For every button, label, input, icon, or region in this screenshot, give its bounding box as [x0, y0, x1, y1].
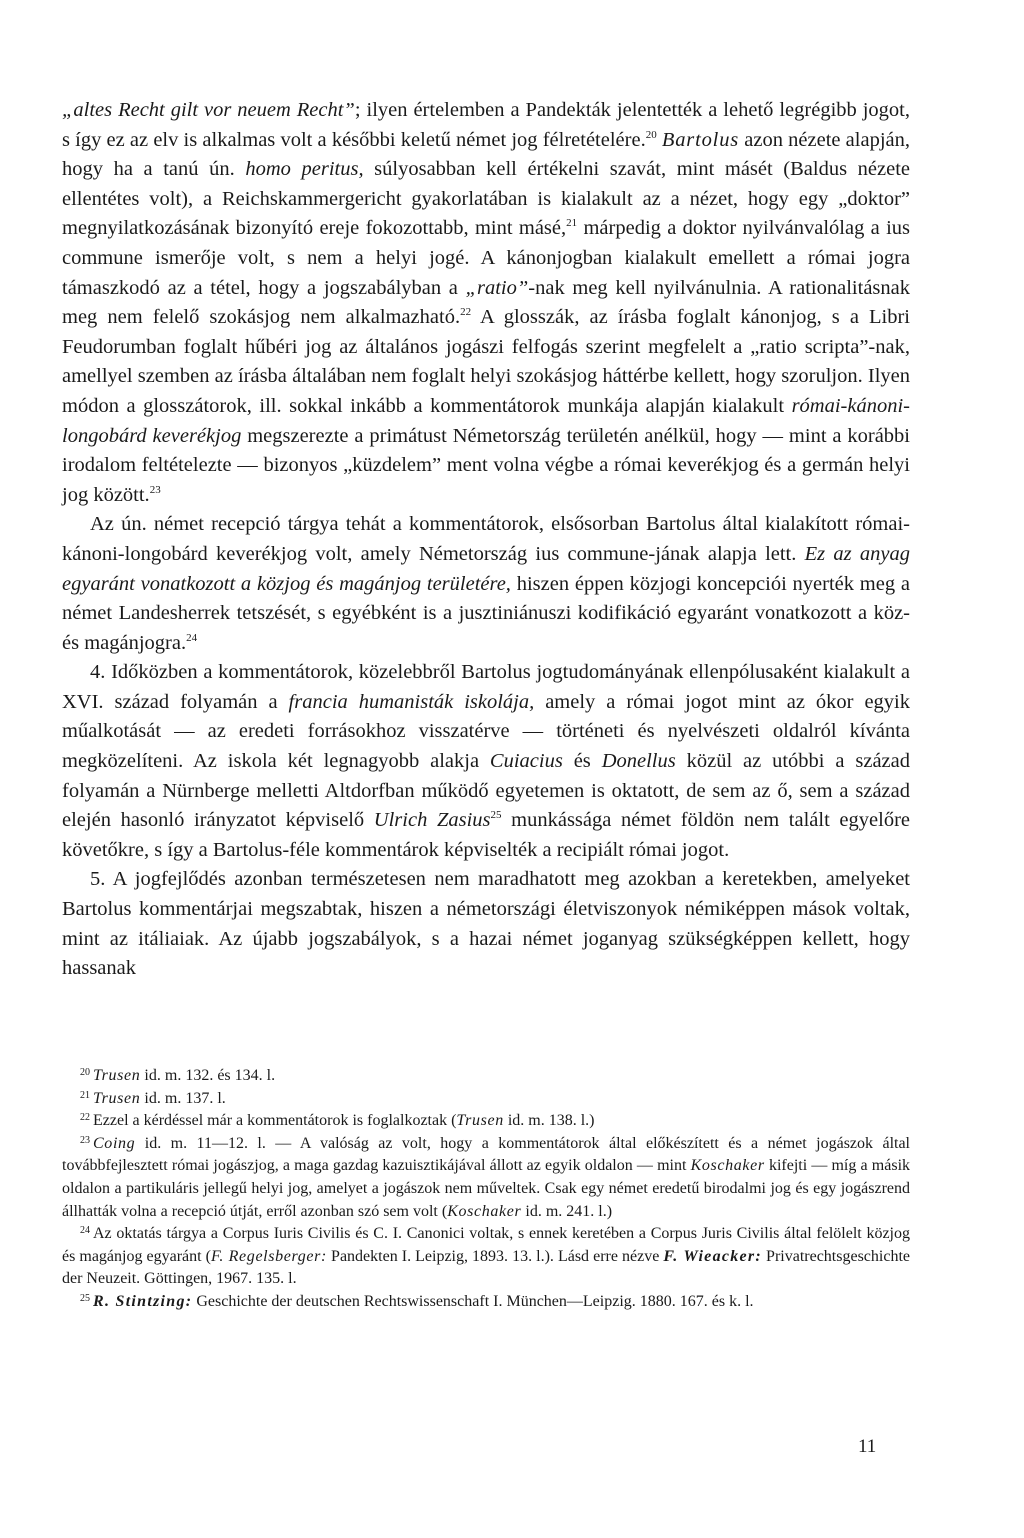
emphasized-text: homo peritus,: [245, 158, 364, 181]
text-run: Ezzel a kérdéssel már a kommentátorok is foglalkoztak (: [93, 1112, 457, 1130]
text-run: azon nézete alapján, hogy ha a tanú ún.: [62, 128, 910, 181]
footnote-number: 25: [80, 1292, 90, 1304]
emphasized-text: Koschaker: [690, 1157, 765, 1175]
page-number: 11: [858, 1436, 877, 1457]
emphasized-text: Donellus: [601, 750, 676, 773]
emphasized-text: Cuiacius: [489, 750, 563, 773]
text-run: id. m. 138. l.): [503, 1112, 595, 1130]
text-run: Geschichte der deutschen Rechtswissenschaft I. München—Leipzig. 1880. 167. és k. l.: [192, 1292, 754, 1310]
text-run: id. m. 241. l.): [521, 1202, 613, 1220]
emphasized-text: francia humanisták iskolája,: [288, 690, 535, 713]
footnote-reference: 21: [566, 217, 578, 230]
text-run: ; ilyen értelemben a Pandekták jelentették a lehető legrégibb jogot, s így ez az elv is alkalmas volt a későbbi keletű német jog félretételére.: [62, 99, 910, 151]
emphasized-text: Trusen: [456, 1112, 504, 1130]
footnote-reference: 23: [149, 483, 161, 496]
footnote-number: 20: [80, 1067, 90, 1078]
footnote: [62, 1088, 910, 1111]
footnote-reference: 22: [460, 306, 472, 319]
text-run: Pandekten I. Leipzig, 1893. 13. l.). Lásd erre nézve: [327, 1247, 664, 1265]
emphasized-text: Bartolus: [661, 128, 740, 151]
text-run: közül az utóbbi a század folyamán a Nürnberge melletti Altdorfban működő egyetemen is oktatott, de sem az ő, sem a század elején hasonló irányzatot képviselő: [62, 750, 910, 832]
footnote-number: 24: [80, 1225, 90, 1237]
text-run: A glosszák, az írásba foglalt kánonjog, s a Libri Feudorumban foglalt hűbéri jog az általános jogászi felfogás szerint megfelelt a „ratio scripta”-nak, amellyel szemben az írásba általában nem foglalt helyi szokásjog háttérbe kellett, hogy szoruljon. Ilyen módon a glosszátorok, ill. sokkal inkább a kommentátorok munkája alapján kialakult: [62, 306, 910, 417]
emphasized-text: római-kánoni-longobárd keverékjog: [62, 394, 910, 447]
footnote-reference: 20: [645, 128, 657, 141]
emphasized-text: „ratio”: [465, 276, 529, 299]
paragraph: [62, 96, 910, 510]
emphasized-text: Trusen: [93, 1089, 141, 1107]
text-run: amely a római jogot mint az ókor egyik műalkotását — az eredeti forrásokhoz visszatérve — történeti és nyelvészeti oldalról kívánta megközelíteni. Az iskola két legnagyobb alakja: [62, 690, 910, 773]
text-run: márpedig a doktor nyilvánvalólag a ius commune ismerője volt, s nem a helyi jogé. A kánonjogban kialakult emellett a római jogra támaszkodó az a tétel, hogy a jogszabályban a: [62, 217, 911, 299]
footnote: [62, 1065, 910, 1088]
footnote: [62, 1110, 910, 1133]
footnotes: [62, 1065, 910, 1314]
emphasized-text: „altes Recht gilt vor neuem Recht”: [62, 99, 355, 121]
body-text: [62, 96, 910, 984]
text-run: súlyosabban kell értékelni szavát, mint másét (Baldus nézete ellentétes volt), a Reichskammergericht gyakorlatában is kialakult az a nézet, hogy egy „doktor” megnyilatkozásának bizonyító ereje fokozottabb, mint másé,: [62, 158, 910, 240]
emphasized-text: Trusen: [93, 1067, 141, 1084]
footnote-number: 22: [80, 1112, 90, 1124]
text-run: és: [562, 750, 602, 773]
footnote: [62, 1291, 910, 1314]
paragraph: [62, 865, 910, 983]
text-run: munkássága német földön nem talált egyelőre követőkre, s így a Bartolus-féle kommentárok képviselték a recipiált római jogot.: [62, 809, 910, 861]
text-run: megszerezte a primátust Németország területén anélkül, hogy — mint a korábbi irodalom feltételezte — bizonyos „küzdelem” ment volna végbe a római keverékjog és a germán helyi jog között.: [62, 424, 911, 506]
footnote-number: 21: [80, 1089, 90, 1101]
text-run: kifejti — míg a másik oldalon a partikuláris jellegű helyi jog, amelyet a jogászok nem műveltek. Csak egy német eredetű birodalmi jog és egy jogászrend állhatták volna a recepció útját, erről azonban szó sem volt (: [62, 1157, 911, 1220]
emphasized-text: R. Stintzing:: [93, 1292, 193, 1310]
emphasized-text: F. Regelsberger:: [210, 1247, 328, 1265]
emphasized-text: Coing: [93, 1134, 136, 1152]
text-run: Privatrechtsgeschichte der Neuzeit. Göttingen, 1967. 135. l.: [62, 1247, 911, 1288]
text-run: 5. A jogfejlődés azonban természetesen nem maradhatott meg azokban a keretekben, amelyeket Bartolus kommentárjai megszabtak, hiszen a németországi életviszonyok némiképpen mások voltak, mint az itáliaiak. Az újabb jogszabályok, s a hazai német joganyag szükségképpen kellett, hogy hassanak: [62, 868, 910, 980]
paragraph: [62, 658, 910, 865]
text-run: id. m. 11—12. l. — A valóság az volt, hogy a kommentátorok által előkészített és a német jogászok által továbbfejlesztett római jogászjog, a maga gazdag kazuisztikájával állott az egyik oldalon — mint: [62, 1134, 910, 1175]
text-run: Az ún. német recepció tárgya tehát a kommentátorok, elsősorban Bartolus által kialakított római-kánoni-longobárd keverékjog volt, amely Németország ius commune-jának alapja lett.: [62, 513, 910, 565]
text-run: id. m. 132. és 134. l.: [140, 1067, 276, 1084]
emphasized-text: Koschaker: [447, 1202, 522, 1220]
text-run: Az oktatás tárgya a Corpus Iuris Civilis és C. I. Canonici voltak, s ennek keretében a Corpus Juris Civilis által felölelt közjog és magánjog egyaránt (: [62, 1225, 910, 1265]
footnote-number: 23: [80, 1134, 90, 1146]
emphasized-text: Ez az anyag egyaránt vonatkozott a közjog és magánjog területére,: [62, 542, 911, 595]
footnote: [62, 1223, 910, 1291]
text-run: -nak meg kell nyilvánulnia. A rationalitásnak meg nem felelő szokásjog nem alkalmazható.: [62, 276, 910, 329]
footnote: [62, 1133, 910, 1223]
text-run: id. m. 137. l.: [140, 1089, 226, 1107]
paragraph: [62, 510, 910, 658]
footnote-reference: 24: [186, 631, 198, 644]
emphasized-text: F. Wieacker:: [663, 1247, 763, 1265]
footnote-reference: 25: [490, 809, 502, 822]
text-run: 4. Időközben a kommentátorok, közelebbről Bartolus jogtudományának ellenpólusaként kialakult a XVI. század folyamán a: [62, 661, 910, 713]
text-run: hiszen éppen közjogi koncepciói nyerték meg a német Landesherrek tetszését, s egyébként is a jusztiniánuszi kodifikáció egyaránt vonatkozott a köz- és magánjogra.: [62, 572, 910, 654]
emphasized-text: Ulrich Zasius: [373, 809, 491, 832]
